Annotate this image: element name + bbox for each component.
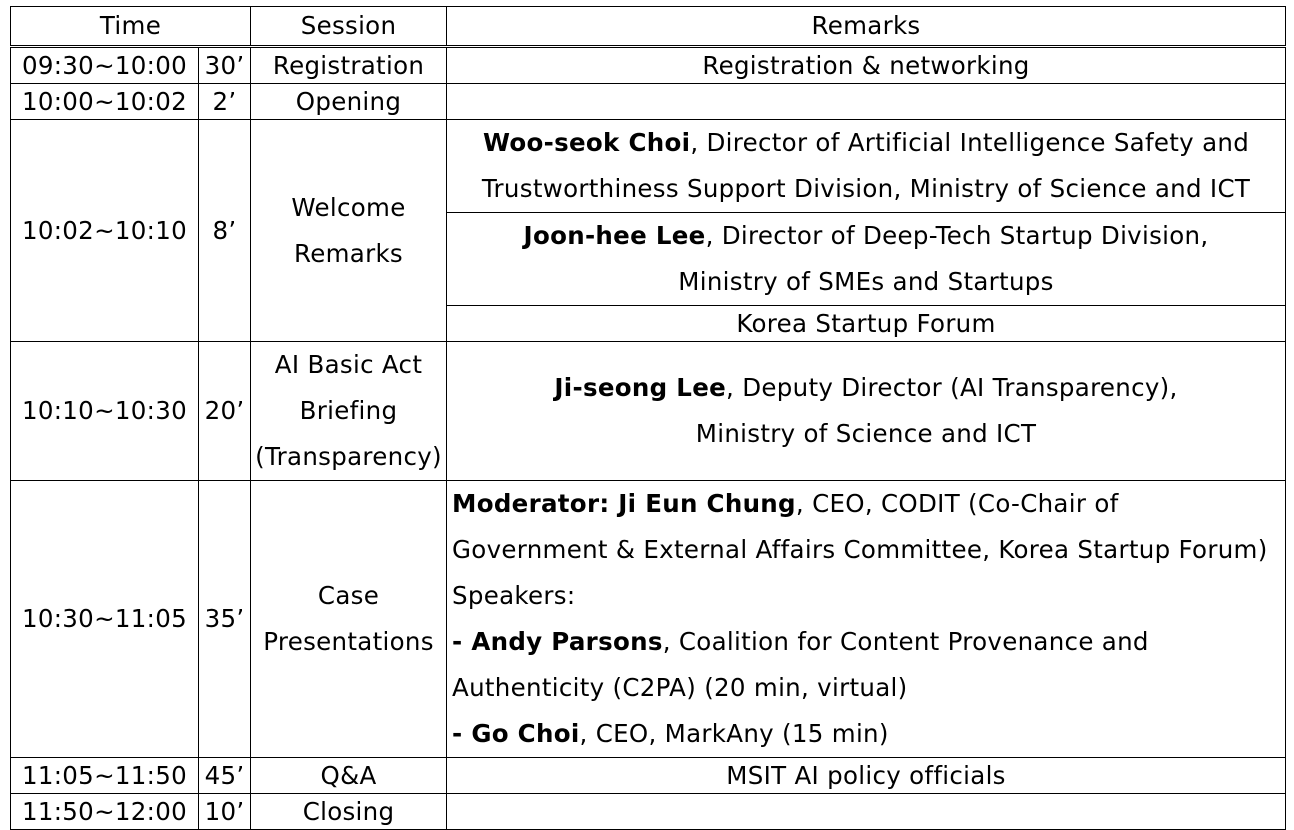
- moderator-title: , CEO, CODIT (Co-Chair of: [795, 489, 1119, 518]
- remarks-cell: [447, 213, 1286, 306]
- speaker-name: Ji-seong Lee: [554, 373, 727, 402]
- duration-cell: 8’: [199, 120, 251, 342]
- remarks-cell: [447, 120, 1286, 213]
- remarks-cell: Korea Startup Forum: [447, 306, 1286, 342]
- row-welcome: [11, 120, 1286, 213]
- remarks-line: [451, 365, 1281, 411]
- row-cases: [11, 481, 1286, 758]
- remarks-line: Ministry of SMEs and Startups: [678, 267, 1054, 296]
- time-cell: 11:50~12:00: [11, 794, 199, 830]
- time-cell: 11:05~11:50: [11, 758, 199, 794]
- row-closing: [11, 794, 1286, 830]
- moderator-label: Moderator: Ji Eun Chung: [452, 489, 796, 518]
- speaker-title: , Deputy Director (AI Transparency),: [726, 373, 1178, 402]
- session-cell: Q&A: [251, 758, 447, 794]
- remarks-line: Authenticity (C2PA) (20 min, virtual): [452, 673, 908, 702]
- session-line: Remarks: [294, 238, 404, 268]
- remarks-cell: [447, 84, 1286, 120]
- remarks-line: [451, 213, 1281, 259]
- time-cell: 10:30~11:05: [11, 481, 199, 758]
- header-session: Session: [251, 7, 447, 47]
- remarks-cell: Registration & networking: [447, 47, 1286, 84]
- speaker-title: , Director of Deep-Tech Startup Division,: [705, 221, 1209, 250]
- duration-cell: 45’: [199, 758, 251, 794]
- remarks-cell: [447, 794, 1286, 830]
- session-cell: [251, 342, 447, 481]
- session-line: Welcome: [291, 192, 406, 222]
- speakers-label: Speakers:: [452, 581, 576, 610]
- time-cell: 10:02~10:10: [11, 120, 199, 342]
- row-registration: [11, 47, 1286, 84]
- time-cell: 10:10~10:30: [11, 342, 199, 481]
- remarks-line: Ministry of Science and ICT: [695, 419, 1037, 448]
- duration-cell: 10’: [199, 794, 251, 830]
- agenda-table: [10, 6, 1286, 830]
- session-line: Briefing: [299, 396, 398, 425]
- remarks-line: Government & External Affairs Committee, Korea Startup Forum): [452, 535, 1268, 564]
- speaker-title: , Director of Artificial Intelligence Safety and: [690, 128, 1250, 157]
- session-line: Case: [317, 581, 380, 610]
- time-cell: 10:00~10:02: [11, 84, 199, 120]
- remarks-cell: MSIT AI policy officials: [447, 758, 1286, 794]
- remarks-line: [452, 711, 1281, 757]
- remarks-line: [452, 619, 1281, 665]
- remarks-line: [452, 481, 1281, 527]
- speaker-name: - Go Choi: [452, 719, 580, 748]
- session-line: AI Basic Act: [274, 350, 423, 379]
- duration-cell: 2’: [199, 84, 251, 120]
- speaker-name: Joon-hee Lee: [523, 221, 706, 250]
- remarks-line: [451, 120, 1281, 166]
- header-row: [11, 7, 1286, 47]
- row-qa: [11, 758, 1286, 794]
- session-cell: Closing: [251, 794, 447, 830]
- time-cell: 09:30~10:00: [11, 47, 199, 84]
- duration-cell: 35’: [199, 481, 251, 758]
- header-time: Time: [11, 7, 251, 47]
- speaker-title: , Coalition for Content Provenance and: [662, 627, 1149, 656]
- duration-cell: 20’: [199, 342, 251, 481]
- header-remarks: Remarks: [447, 7, 1286, 47]
- duration-cell: 30’: [199, 47, 251, 84]
- remarks-cell: [447, 481, 1286, 758]
- row-opening: [11, 84, 1286, 120]
- session-cell: [251, 481, 447, 758]
- row-briefing: [11, 342, 1286, 481]
- session-line: (Transparency): [255, 442, 442, 471]
- session-cell: Registration: [251, 47, 447, 84]
- session-cell: Opening: [251, 84, 447, 120]
- remarks-cell: [447, 342, 1286, 481]
- speaker-name: - Andy Parsons: [452, 627, 663, 656]
- speaker-title: , CEO, MarkAny (15 min): [579, 719, 889, 748]
- speaker-name: Woo-seok Choi: [482, 128, 691, 157]
- session-line: Presentations: [263, 627, 434, 656]
- remarks-line: Trustworthiness Support Division, Ministry of Science and ICT: [481, 174, 1251, 203]
- session-cell: [251, 120, 447, 342]
